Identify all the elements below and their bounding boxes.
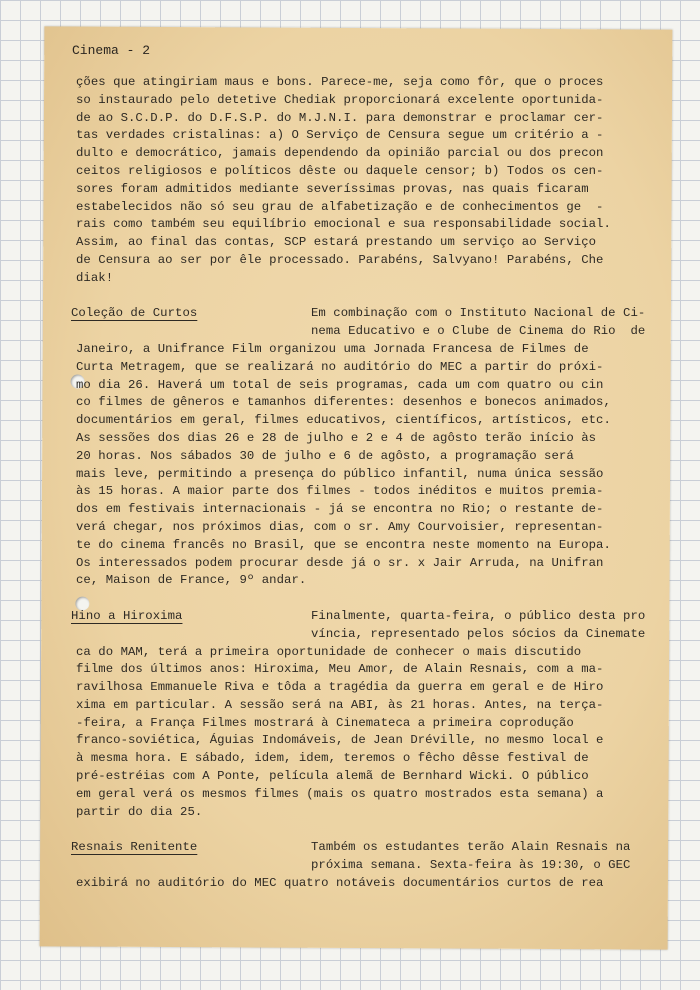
- page-header: Cinema - 2: [72, 43, 151, 58]
- text-line: ce, Maison de France, 9º andar.: [76, 573, 307, 588]
- text-line: Os interessados podem procurar desde já o sr. x Jair Arruda, na Unifran: [76, 555, 604, 570]
- text-line: dos em festivais internacionais - já se encontra no Rio; o restante de-: [76, 502, 604, 517]
- text-line: ções que atingiriam maus e bons. Parece-me, seja como fôr, que o proces: [76, 75, 604, 89]
- text-line: franco-soviética, Águias Indomáveis, de Jean Dréville, no mesmo local e: [76, 733, 604, 748]
- text-line: Em combinação com o Instituto Nacional de Ci-: [311, 306, 646, 321]
- text-line: dulto e democrático, jamais dependendo da opinião parcial ou dos precon: [76, 146, 604, 161]
- text-line: diak!: [76, 270, 114, 285]
- text-line: de Censura ao ser por êle processado. Parabéns, Salvyano! Parabéns, Che: [76, 252, 604, 267]
- text-line: xima em particular. A sessão será na ABI, às 21 horas. Antes, na terça-: [76, 697, 604, 712]
- text-line: de ao S.C.D.P. do D.F.S.P. do M.J.N.I. para demonstrar e proclamar cer-: [76, 110, 604, 125]
- text-line: ceitos religiosos e políticos dêste ou daquele censor; b) Todos os cen-: [76, 163, 604, 178]
- text-line: estabelecidos não só seu grau de alfabetização e de conhecimentos ge -: [76, 199, 604, 214]
- text-line: verá chegar, nos próximos dias, com o sr. Amy Courvoisier, representan-: [76, 519, 604, 534]
- text-line: rais como também seu equilíbrio emocional e sua responsabilidade social.: [76, 217, 611, 232]
- text-line: exibirá no auditório do MEC quatro notáveis documentários curtos de rea: [76, 875, 604, 890]
- text-line: filme dos últimos anos: Hiroxima, Meu Amor, de Alain Resnais, com a ma-: [76, 662, 604, 677]
- section-colecao-de-curtos: [71, 305, 662, 590]
- section-resnais-renitente: [71, 839, 662, 892]
- text-line: te do cinema francês no Brasil, que se encontra neste momento na Europa.: [76, 537, 611, 552]
- text-line: mais leve, permitindo a presença do público infantil, numa única sessão: [76, 466, 604, 481]
- text-line: em geral verá os mesmos filmes (mais os quatro mostrados esta semana) a: [76, 786, 604, 801]
- section-title: Resnais Renitente: [71, 840, 198, 855]
- text-line: As sessões dos dias 26 e 28 de julho e 2 e 4 de agôsto terão início às: [76, 430, 597, 445]
- text-line: so instaurado pelo detetive Chediak proporcionará excelente oportunida-: [76, 92, 604, 107]
- text-line: Janeiro, a Unifrance Film organizou uma Jornada Francesa de Filmes de: [76, 341, 589, 356]
- text-line: documentários em geral, filmes educativos, científicos, artísticos, etc.: [76, 413, 611, 428]
- text-line: sores foram admitidos mediante severíssimas provas, nas quais ficaram: [76, 181, 589, 196]
- text-line: víncia, representado pelos sócios da Cinemate: [311, 626, 646, 641]
- text-line: co filmes de gêneros e tamanhos diferentes: desenhos e bonecos animados,: [76, 395, 611, 410]
- section-title: Hino a Hiroxima: [71, 608, 183, 623]
- text-line: ravilhosa Emmanuele Riva e tôda a tragédia da guerra em geral e de Hiro: [76, 680, 604, 695]
- intro-paragraph: [76, 74, 662, 288]
- text-line: 20 horas. Nos sábados 30 de julho e 6 de agôsto, a programação será: [76, 448, 574, 463]
- text-line: partir do dia 25.: [76, 804, 203, 819]
- text-line: Finalmente, quarta-feira, o público desta pro: [311, 608, 646, 623]
- document-body: [71, 74, 662, 893]
- text-line: pré-estréias com A Ponte, película alemã de Bernhard Wicki. O público: [76, 769, 589, 784]
- text-line: Curta Metragem, que se realizará no auditório do MEC a partir do próxi-: [76, 359, 604, 374]
- section-title: Coleção de Curtos: [71, 306, 198, 321]
- text-line: mo dia 26. Haverá um total de seis programas, cada um com quatro ou cin: [76, 377, 604, 392]
- text-line: nema Educativo e o Clube de Cinema do Rio de: [311, 324, 646, 339]
- text-line: à mesma hora. E sábado, idem, idem, teremos o fêcho dêsse festival de: [76, 751, 589, 766]
- text-line: tas verdades cristalinas: a) O Serviço de Censura segue um critério a -: [76, 128, 604, 143]
- text-line: -feira, a França Filmes mostrará à Cinemateca a primeira coprodução: [76, 715, 574, 730]
- text-line: às 15 horas. A maior parte dos filmes - todos inéditos e muitos premia-: [76, 484, 604, 499]
- section-hino-a-hiroxima: [71, 608, 662, 822]
- text-line: ca do MAM, terá a primeira oportunidade de conhecer o mais discutido: [76, 644, 582, 659]
- text-line: Também os estudantes terão Alain Resnais na: [311, 840, 631, 855]
- text-line: Assim, ao final das contas, SCP estará prestando um serviço ao Serviço: [76, 235, 597, 250]
- text-line: próxima semana. Sexta-feira às 19:30, o GEC: [311, 858, 631, 873]
